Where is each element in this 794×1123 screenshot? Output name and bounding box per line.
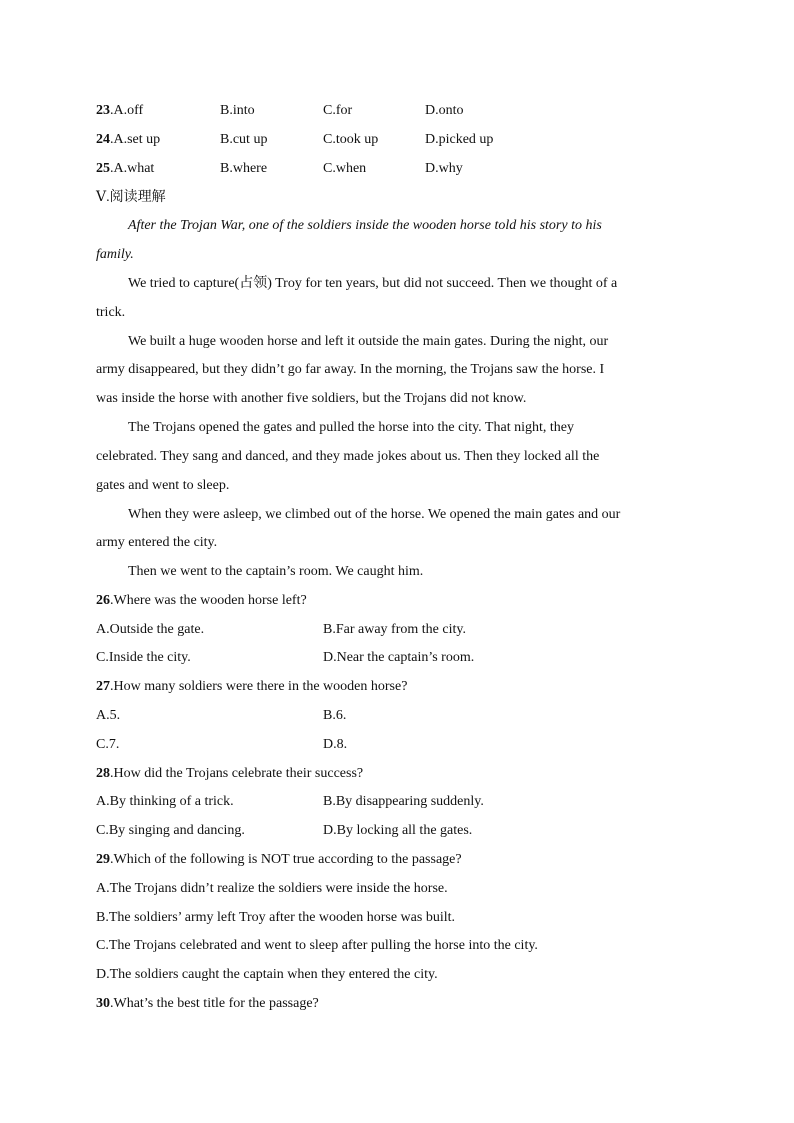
passage-p2-line-1: We built a huge wooden horse and left it outside the main gates. During the night, our <box>128 334 609 349</box>
option-a: A.By thinking of a trick. <box>96 794 234 809</box>
question-text: .Which of the following is NOT true according to the passage? <box>110 852 462 867</box>
question-number: 29 <box>96 852 110 867</box>
question-number: 30 <box>96 996 110 1011</box>
option-c: C.when <box>323 161 367 176</box>
passage-p3-line-3: gates and went to sleep. <box>96 478 230 493</box>
passage-p3-line-1: The Trojans opened the gates and pulled the horse into the city. That night, they <box>128 420 574 435</box>
option-c: C.Inside the city. <box>96 650 191 665</box>
option-d: D.The soldiers caught the captain when they entered the city. <box>96 967 438 982</box>
option-row-25 <box>96 160 154 178</box>
question-number: 26 <box>96 593 110 608</box>
question-text: .How many soldiers were there in the wooden horse? <box>110 679 408 694</box>
passage-p5-line-1: Then we went to the captain’s room. We caught him. <box>128 564 424 579</box>
passage-p2-line-3: was inside the horse with another five soldiers, but the Trojans did not know. <box>96 391 527 406</box>
intro-line-2: family. <box>96 247 134 262</box>
option-c: C.7. <box>96 737 120 752</box>
section-heading: Ⅴ.阅读理解 <box>96 190 166 205</box>
option-row-23 <box>96 102 143 120</box>
question-number: 27 <box>96 679 110 694</box>
option-d: D.why <box>425 161 463 176</box>
option-b: B.where <box>220 161 268 176</box>
option-d: D.By locking all the gates. <box>323 823 473 838</box>
option-b: B.cut up <box>220 132 268 147</box>
option-c: C.took up <box>323 132 379 147</box>
passage-p1-line-1: We tried to capture(占领) Troy for ten years, but did not succeed. Then we thought of a <box>128 276 618 291</box>
option-row-24 <box>96 131 160 149</box>
option-c: C.The Trojans celebrated and went to sleep after pulling the horse into the city. <box>96 938 538 953</box>
option-d: D.8. <box>323 737 348 752</box>
option-b: B.6. <box>323 708 347 723</box>
passage-p4-line-2: army entered the city. <box>96 535 218 550</box>
question-27 <box>96 678 407 696</box>
question-text: .What’s the best title for the passage? <box>110 996 319 1011</box>
option-b: B.into <box>220 103 255 118</box>
question-number: 24 <box>96 132 110 147</box>
option-a: .A.set up <box>110 132 161 147</box>
option-d: D.picked up <box>425 132 494 147</box>
option-a: .A.off <box>110 103 144 118</box>
option-c: C.for <box>323 103 353 118</box>
passage-p2-line-2: army disappeared, but they didn’t go far away. In the morning, the Trojans saw the horse. I <box>96 362 605 377</box>
question-26 <box>96 592 307 610</box>
passage-p4-line-1: When they were asleep, we climbed out of the horse. We opened the main gates and our <box>128 507 621 522</box>
intro-line-1: After the Trojan War, one of the soldiers inside the wooden horse told his story to his <box>128 218 602 233</box>
option-a: A.The Trojans didn’t realize the soldiers were inside the horse. <box>96 881 448 896</box>
option-c: C.By singing and dancing. <box>96 823 245 838</box>
question-text: .Where was the wooden horse left? <box>110 593 307 608</box>
option-d: D.onto <box>425 103 464 118</box>
question-number: 23 <box>96 103 110 118</box>
question-number: 28 <box>96 766 110 781</box>
question-28 <box>96 765 363 783</box>
passage-p3-line-2: celebrated. They sang and danced, and they made jokes about us. Then they locked all the <box>96 449 600 464</box>
question-29 <box>96 851 462 869</box>
option-d: D.Near the captain’s room. <box>323 650 475 665</box>
option-a: A.Outside the gate. <box>96 622 205 637</box>
option-b: B.The soldiers’ army left Troy after the wooden horse was built. <box>96 910 456 925</box>
question-text: .How did the Trojans celebrate their success? <box>110 766 364 781</box>
option-b: B.By disappearing suddenly. <box>323 794 484 809</box>
option-b: B.Far away from the city. <box>323 622 466 637</box>
passage-p1-line-2: trick. <box>96 305 126 320</box>
option-a: A.5. <box>96 708 121 723</box>
question-number: 25 <box>96 161 110 176</box>
question-30 <box>96 995 319 1013</box>
option-a: .A.what <box>110 161 155 176</box>
